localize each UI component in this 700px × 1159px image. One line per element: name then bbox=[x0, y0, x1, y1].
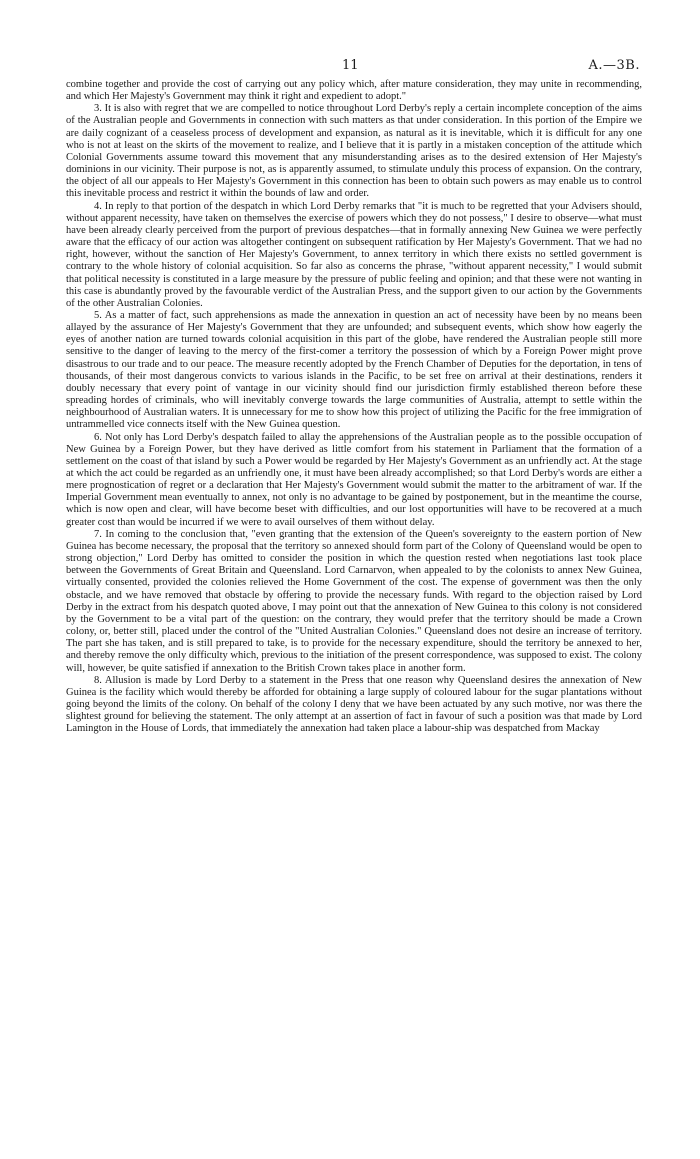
paragraph-3: 3. It is also with regret that we are compelled to notice throughout Lord Derby's reply a certain incomplete conception of the aims of the Australian people and Governments in connection with such matters as that under consideration. In this portion of the Empire we are daily cognizant of a ceaseless process of development and expansion, as natural as it is inevitable, which it is difficult for any one who is not at least on the skirts of the movement to realize, and I believe that it is partly in a mistaken conception of the attitude which Colonial Governments assume toward this movement that any misunderstanding arises as to the desired extension of Her Majesty's dominions in our vicinity. Their purpose is not, as is apparently assumed, to stimulate unduly this process of expansion. On the contrary, the object of all our appeals to Her Majesty's Government in this connection has been to obtain such powers as may enable us to control this inevitable process and restrict it within the bounds of law and order. bbox=[66, 103, 642, 200]
page-number: 11 bbox=[342, 58, 359, 73]
body-text bbox=[66, 79, 642, 735]
paragraph-4: 4. In reply to that portion of the despatch in which Lord Derby remarks that "it is much to be regretted that your Advisers should, without apparent necessity, have taken on themselves the exercise of powers which they do not possess," I desire to observe—what must have been already clearly perceived from the purport of previous despatches—that in formally annexing New Guinea we were perfectly aware that the efficacy of our action was altogether contingent on subsequent ratification by Her Majesty's Government. That we had no right, however, without the sanction of Her Majesty's Government, to annex territory in which there exists no settled government is contrary to the whole history of colonial acquisition. So far also as concerns the phrase, "without apparent necessity," I would submit that political necessity is constituted in a large measure by the pressure of public feeling and opinion; and that these were not wanting in this case is abundantly proved by the favourable verdict of the Australian Press, and the support given to our action by the Governments of the other Australian Colonies. bbox=[66, 200, 642, 309]
document-code: A.—3B. bbox=[588, 58, 640, 73]
page-header bbox=[0, 58, 700, 78]
paragraph-continuation: combine together and provide the cost of carrying out any policy which, after mature consideration, they may unite in recommending, and which Her Majesty's Government may think it right and expedient to adopt." bbox=[66, 79, 642, 103]
paragraph-8: 8. Allusion is made by Lord Derby to a statement in the Press that one reason why Queensland desires the annexation of New Guinea is the facility which would thereby be afforded for obtaining a large supply of coloured labour for the sugar plantations without going beyond the limits of the colony. On behalf of the colony I deny that we have been actuated by any such motive, nor was there the slightest ground for believing the statement. The only attempt at an assertion of fact in favour of such a position was that made by Lord Lamington in the House of Lords, that immediately the annexation had taken place a labour-ship was despatched from Mackay bbox=[66, 674, 642, 735]
paragraph-7: 7. In coming to the conclusion that, "even granting that the extension of the Queen's sovereignty to the eastern portion of New Guinea has become necessary, the proposal that the territory so annexed should form part of the Colony of Queensland would be open to strong objection," Lord Derby has omitted to consider the position in which the question rested when negotiations last took place between the Governments of Great Britain and Queensland. Lord Carnarvon, when appealed to by the colonists to annex New Guinea, virtually consented, provided the colonies relieved the Home Government of the cost. The expense of government was then the only obstacle, and we have removed that obstacle by offering to provide the necessary funds. With regard to the objection raised by Lord Derby in the extract from his despatch quoted above, I may point out that the annexation of New Guinea to this colony is not considered by the Government to be a vital part of the question: on the contrary, they would prefer that the territory should be made a Crown colony, or, better still, placed under the control of the "United Australian Colonies." Queensland does not desire an increase of territory. The part she has taken, and is still prepared to take, is to provide for the necessary expenditure, should the territory be annexed to her, and thereby remove the only difficulty which, previous to the initiation of the present correspondence, was supposed to exist. The colony will, however, be quite satisfied if annexation to the British Crown takes place in another form. bbox=[66, 528, 642, 674]
paragraph-5: 5. As a matter of fact, such apprehensions as made the annexation in question an act of necessity have been by no means been allayed by the assurance of Her Majesty's Government that they are unfounded; and subsequent events, which show how eagerly the eyes of another nation are turned towards colonial acquisition in this part of the globe, have rendered the Australian people still more sensitive to the danger of leaving to the mercy of the first-comer a territory the possession of which by a Foreign Power might prove disastrous to our trade and to our peace. The measure recently adopted by the French Chamber of Deputies for the deportation, in tens of thousands, of their most dangerous convicts to various islands in the Pacific, to be set free on arrival at their destinations, renders it doubly necessary that every point of vantage in our vicinity should find our jurisdiction firmly established thereon before these spreading hordes of criminals, who will inevitably converge towards the large communities of Australia, attempt to settle within the neighbourhood of Australian waters. It is unnecessary for me to show how this project of utilizing the Pacific for the free immigration of untrammelled vice connects itself with the New Guinea question. bbox=[66, 309, 642, 431]
paragraph-6: 6. Not only has Lord Derby's despatch failed to allay the apprehensions of the Australian people as to the possible occupation of New Guinea by a Foreign Power, but they have derived as little comfort from his statement in Parliament that the formation of a settlement on the coast of that island by such a Power would be regarded by Her Majesty's Government as an unfriendly act. At the stage at which the act could be regarded as an unfriendly one, it must have been already accomplished; so that Lord Derby's words are either a mere prognostication of regret or a declaration that Her Majesty's Government would submit the matter to the arbitrament of war. If the Imperial Government mean eventually to annex, not only is no advantage to be gained by postponement, but in the meantime the course, which is now open and clear, will have become beset with difficulties, and our lost opportunities will have to be recovered at a much greater cost than would be incurred if we were to avail ourselves of them without delay. bbox=[66, 431, 642, 528]
